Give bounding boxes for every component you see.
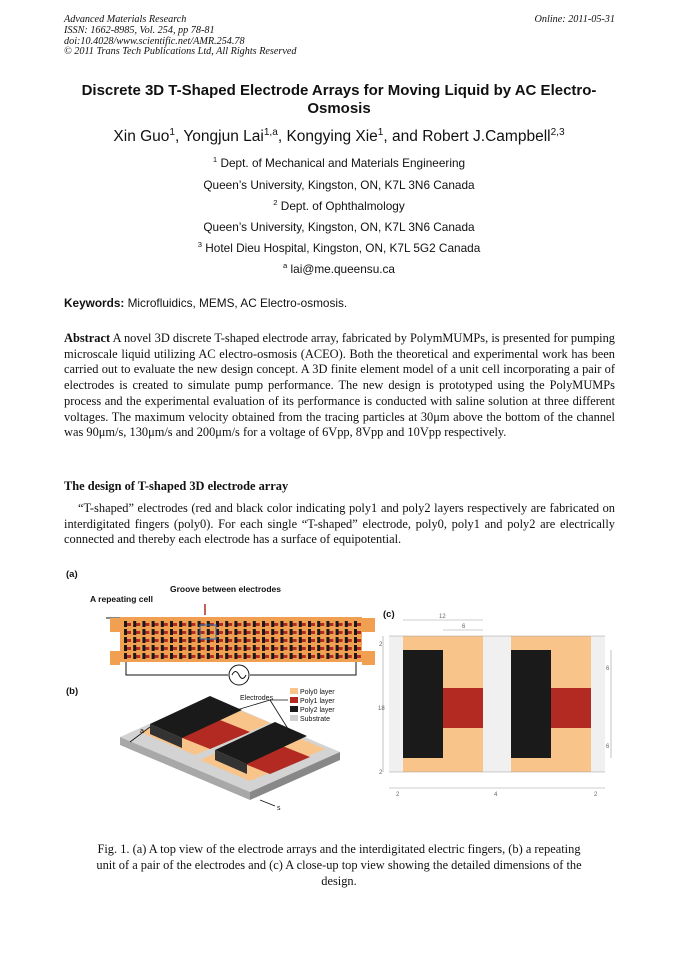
poly2-segment	[354, 637, 357, 643]
journal-header	[64, 15, 615, 58]
poly2-segment	[152, 629, 155, 635]
panel-b-label: (b)	[66, 686, 79, 697]
poly2-segment	[317, 645, 320, 651]
poly2-segment	[161, 637, 164, 643]
affiliation	[60, 241, 618, 255]
poly2-segment	[326, 645, 329, 651]
poly2-segment	[124, 645, 127, 651]
poly2-segment	[179, 653, 182, 659]
poly2-segment	[271, 645, 274, 651]
poly2-segment	[271, 629, 274, 635]
poly2-segment	[170, 637, 173, 643]
panel-c-label: (c)	[383, 609, 395, 620]
copyright-line: © 2011 Trans Tech Publications Ltd, All Rights Reserved	[64, 46, 297, 58]
poly2-segment	[326, 621, 329, 627]
dim-label: 18	[378, 706, 385, 712]
legend-label: Poly1 layer	[300, 698, 335, 705]
poly2-segment	[253, 645, 256, 651]
author-name: Robert J.Campbell	[422, 128, 551, 145]
poly2-swatch	[290, 706, 298, 712]
poly2-segment	[290, 629, 293, 635]
poly2-right	[511, 650, 551, 758]
keywords-text: Microfluidics, MEMS, AC Electro-osmosis.	[127, 296, 348, 310]
poly2-segment	[207, 629, 210, 635]
affiliation-sup: a	[283, 261, 288, 271]
legend-item	[290, 697, 335, 706]
poly2-segment	[225, 637, 228, 643]
poly2-segment	[253, 637, 256, 643]
poly2-segment	[133, 621, 136, 627]
poly2-segment	[142, 653, 145, 659]
axis-s-label: s	[277, 805, 281, 812]
electrodes-label: Electrodes	[240, 695, 274, 702]
poly2-segment	[161, 629, 164, 635]
author-list: Xin Guo$^1$, Yongjun Lai$^{1,a}$, Kongying Xie$^1$, and Robert J.Campbell$^{2,3}$	[113, 126, 565, 145]
poly2-segment	[244, 637, 247, 643]
poly2-segment	[280, 653, 283, 659]
dim-label: 2	[594, 792, 598, 798]
poly2-segment	[234, 621, 237, 627]
layer-legend	[290, 688, 335, 724]
poly2-segment	[124, 629, 127, 635]
poly2-segment	[207, 621, 210, 627]
poly2-segment	[124, 621, 127, 627]
poly2-segment	[290, 653, 293, 659]
panel-a-diagram	[100, 595, 400, 695]
issn-line: ISSN: 1662-8985, Vol. 254, pp 78-81	[64, 24, 215, 36]
poly2-segment	[179, 645, 182, 651]
poly2-segment	[225, 621, 228, 627]
section-body: “T-shaped” electrodes (red and black color indicating poly1 and poly2 layers respectively are fabricated on interdigitated fingers (poly0). For each single “T-shaped” electrode, poly0, poly1 and poly2 are electrically connected and thereby each electrode has a surface of equipotential.	[64, 501, 615, 547]
poly2-segment	[225, 629, 228, 635]
affiliation-sup: 3	[197, 240, 202, 250]
poly2-segment	[253, 621, 256, 627]
poly2-segment	[161, 621, 164, 627]
poly2-segment	[299, 637, 302, 643]
groove-label: Groove between electrodes	[170, 584, 282, 594]
poly2-segment	[244, 645, 247, 651]
poly2-segment	[179, 637, 182, 643]
author-sup: 2,3	[550, 126, 565, 138]
poly2-segment	[152, 653, 155, 659]
poly2-segment	[354, 621, 357, 627]
poly2-segment	[354, 645, 357, 651]
axis-a-label: a	[140, 728, 144, 735]
poly2-segment	[198, 645, 201, 651]
poly2-segment	[317, 621, 320, 627]
affiliation-sup: 2	[273, 198, 278, 208]
legend-item	[290, 688, 335, 697]
poly2-segment	[271, 653, 274, 659]
poly2-segment	[142, 621, 145, 627]
poly2-segment	[336, 637, 339, 643]
poly2-segment	[133, 653, 136, 659]
poly2-segment	[280, 645, 283, 651]
poly1-swatch	[290, 697, 298, 703]
poly2-segment	[354, 629, 357, 635]
poly2-segment	[124, 653, 127, 659]
affiliation-text: Queen’s University, Kingston, ON, K7L 3N6 Canada	[203, 220, 475, 234]
poly2-segment	[234, 629, 237, 635]
affiliation-text: Queen’s University, Kingston, ON, K7L 3N6 Canada	[203, 178, 475, 192]
affiliation-sup: 1	[212, 155, 218, 165]
legend-label: Poly2 layer	[300, 707, 335, 714]
poly2-segment	[345, 621, 348, 627]
poly2-segment	[170, 621, 173, 627]
poly2-segment	[253, 653, 256, 659]
poly2-segment	[142, 645, 145, 651]
author-name: Xin Guo	[113, 128, 170, 145]
poly2-segment	[308, 653, 311, 659]
poly2-segment	[152, 637, 155, 643]
keywords-label: Keywords:	[64, 296, 125, 310]
poly2-segment	[299, 621, 302, 627]
poly2-segment	[179, 629, 182, 635]
poly2-segment	[124, 637, 127, 643]
doi-line: doi:10.4028/www.scientific.net/AMR.254.78	[64, 35, 245, 47]
poly2-segment	[133, 629, 136, 635]
dim-label: 2	[396, 792, 400, 798]
poly2-segment	[326, 637, 329, 643]
dim-label: 6	[606, 744, 610, 750]
axis-s-arrow	[260, 800, 275, 806]
figure-caption: Fig. 1. (a) A top view of the electrode arrays and the interdigitated electric fingers, (b) a repeating unit of a pair of the electrodes and (c) A close-up top view showing the detailed dimensions of the design.	[96, 842, 582, 888]
poly0-swatch	[290, 688, 298, 694]
poly2-segment	[188, 645, 191, 651]
poly2-segment	[188, 653, 191, 659]
affiliation	[60, 220, 618, 234]
author-sup: 1,a	[263, 126, 278, 138]
poly2-segment	[308, 645, 311, 651]
poly2-segment	[308, 629, 311, 635]
poly2-segment	[253, 629, 256, 635]
poly2-segment	[271, 621, 274, 627]
author-sup: 1	[169, 126, 176, 138]
paper-title: Discrete 3D T-Shaped Electrode Arrays for Moving Liquid by AC Electro-Osmosis	[81, 82, 597, 117]
poly2-segment	[336, 629, 339, 635]
poly2-segment	[207, 645, 210, 651]
legend-item	[290, 706, 335, 715]
poly2-segment	[133, 637, 136, 643]
poly2-segment	[299, 645, 302, 651]
poly2-segment	[290, 645, 293, 651]
panel-a-label: (a)	[66, 569, 78, 580]
poly2-segment	[308, 621, 311, 627]
section-heading: The design of T-shaped 3D electrode array	[64, 479, 289, 493]
poly2-segment	[161, 653, 164, 659]
poly2-segment	[308, 637, 311, 643]
poly2-segment	[290, 637, 293, 643]
finger-electrodes	[110, 617, 375, 665]
poly2-segment	[234, 653, 237, 659]
poly2-segment	[188, 629, 191, 635]
circuit-wire-left	[126, 662, 228, 675]
poly2-segment	[271, 637, 274, 643]
poly2-segment	[188, 621, 191, 627]
poly2-segment	[262, 629, 265, 635]
email-text: lai@me.queensu.ca	[290, 262, 395, 276]
poly2-segment	[262, 637, 265, 643]
circuit-wire-right	[250, 662, 356, 675]
poly2-segment	[336, 653, 339, 659]
email	[60, 262, 618, 276]
legend-label: Substrate	[300, 716, 330, 723]
abstract-label: Abstract	[64, 331, 111, 345]
abstract-text: A novel 3D discrete T-shaped electrode array, fabricated by PolymMUMPs, is presented for pumping microscale liquid utilizing AC electro-osmosis (ACEO). Both the theoretical and experimental work has been carried out to evaluate the new design concept. A 3D finite element model of a unit cell incorporating a pair of electrodes is created to simulate pump performance. The new design is prototyped using the PolyMUMPs process and the experimental evaluation of its performance is conducted with saline solution at three different voltages. The maximum velocity obtained from the tracing particles at 30μm above the bottom of the channel was 90μm/s, 130μm/s and 200μm/s for a voltage of 6Vpp, 8Vpp and 10Vpp respectively.	[64, 331, 615, 440]
poly2-segment	[161, 645, 164, 651]
poly2-segment	[262, 645, 265, 651]
poly2-segment	[317, 637, 320, 643]
poly2-segment	[299, 653, 302, 659]
affiliation	[60, 199, 618, 213]
poly2-segment	[152, 645, 155, 651]
poly2-segment	[152, 621, 155, 627]
poly2-segment	[170, 653, 173, 659]
poly2-segment	[336, 645, 339, 651]
poly2-segment	[280, 621, 283, 627]
poly2-segment	[216, 653, 219, 659]
poly2-segment	[142, 637, 145, 643]
dim-label: 2	[379, 642, 383, 648]
dim-label: 6	[606, 666, 610, 672]
poly2-segment	[244, 653, 247, 659]
keywords	[64, 296, 615, 310]
author-name: Kongying Xie	[286, 128, 378, 145]
poly2-segment	[280, 637, 283, 643]
poly2-segment	[345, 629, 348, 635]
poly2-segment	[225, 653, 228, 659]
poly2-segment	[345, 653, 348, 659]
online-date: Online: 2011-05-31	[534, 14, 615, 25]
poly2-segment	[326, 653, 329, 659]
poly2-segment	[142, 629, 145, 635]
poly2-segment	[179, 621, 182, 627]
author-and: and	[392, 128, 418, 145]
poly2-segment	[188, 637, 191, 643]
dim-label: 4	[494, 792, 498, 798]
poly2-segment	[198, 653, 201, 659]
journal-name: Advanced Materials Research	[64, 14, 187, 25]
poly2-segment	[207, 637, 210, 643]
legend-label: Poly0 layer	[300, 689, 335, 696]
poly2-segment	[216, 645, 219, 651]
poly2-segment	[280, 629, 283, 635]
poly2-segment	[170, 645, 173, 651]
poly2-segment	[299, 629, 302, 635]
poly2-segment	[262, 653, 265, 659]
poly2-segment	[345, 637, 348, 643]
poly2-segment	[170, 629, 173, 635]
poly2-segment	[317, 629, 320, 635]
affiliation-text: Dept. of Ophthalmology	[280, 199, 405, 213]
abstract	[64, 331, 615, 441]
affiliation	[60, 156, 618, 170]
poly2-segment	[234, 645, 237, 651]
substrate-swatch	[290, 715, 298, 721]
poly2-segment	[225, 645, 228, 651]
poly2-segment	[290, 621, 293, 627]
poly2-segment	[244, 629, 247, 635]
poly2-left	[403, 650, 443, 758]
repeating-cell-label: A repeating cell	[90, 594, 153, 604]
affiliation-text: Dept. of Mechanical and Materials Engineering	[220, 156, 466, 170]
author-sup: 1	[377, 126, 384, 138]
affiliation-text: Hotel Dieu Hospital, Kingston, ON, K7L 5G2 Canada	[205, 241, 481, 255]
poly2-segment	[133, 645, 136, 651]
poly2-segment	[354, 653, 357, 659]
poly2-segment	[234, 637, 237, 643]
poly2-segment	[207, 653, 210, 659]
panel-c-diagram	[375, 608, 615, 808]
poly2-segment	[326, 629, 329, 635]
dim-label: 2	[379, 770, 383, 776]
poly2-segment	[336, 621, 339, 627]
poly2-segment	[317, 653, 320, 659]
affiliation	[60, 178, 618, 192]
poly2-segment	[244, 621, 247, 627]
dim-label: 12	[439, 614, 446, 620]
poly2-segment	[345, 645, 348, 651]
legend-item	[290, 715, 335, 724]
poly2-segment	[262, 621, 265, 627]
author-name: Yongjun Lai	[183, 128, 264, 145]
dim-label: 6	[462, 624, 466, 630]
